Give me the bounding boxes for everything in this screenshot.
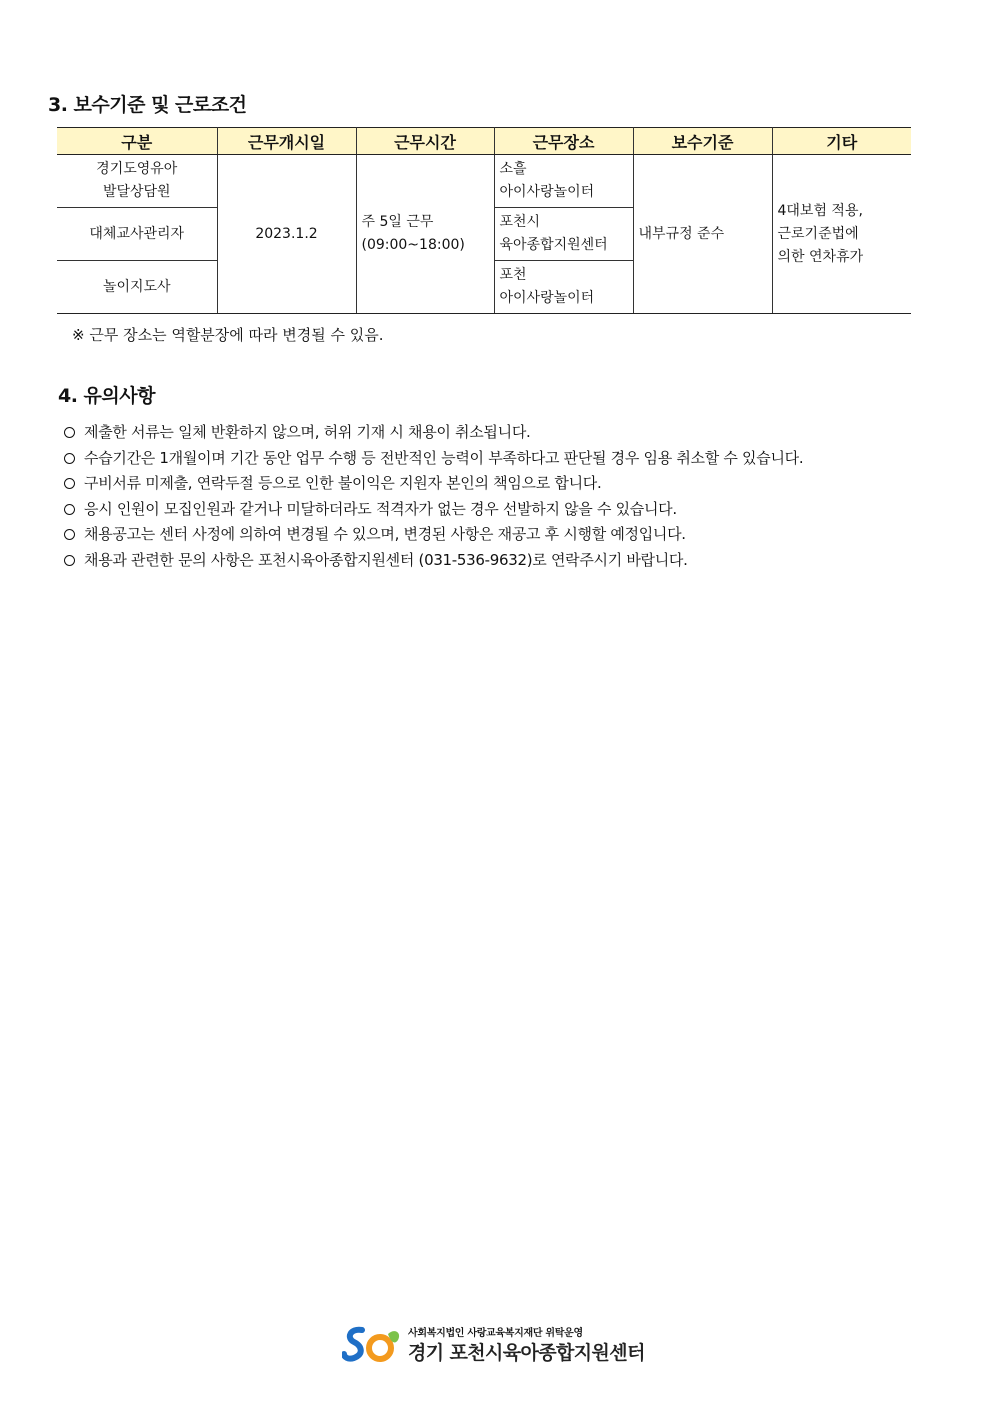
- circle-bullet-icon: [64, 478, 75, 489]
- circle-bullet-icon: [64, 529, 75, 540]
- list-item: [64, 420, 803, 446]
- etc-cell: [772, 155, 911, 314]
- footer-subtitle: 사회복지법인 사랑교육복지재단 위탁운영: [408, 1328, 583, 1339]
- position-name-cell: 대체교사관리자: [57, 208, 217, 261]
- position-name-cell: 놀이지도사: [57, 261, 217, 314]
- circle-bullet-icon: [64, 453, 75, 464]
- header-category: 구분: [57, 128, 217, 155]
- notice-list: [64, 420, 803, 573]
- table-row: [57, 155, 911, 208]
- pay-standard-cell: 내부규정 준수: [633, 155, 772, 314]
- work-place-line: 아이사랑놀이터: [499, 290, 595, 306]
- header-work-place: 근무장소: [494, 128, 633, 155]
- etc-line: 4대보험 적용,: [777, 202, 863, 219]
- notice-text: 채용과 관련한 문의 사항은 포천시육아종합지원센터 (031-536-9632)로 연락주시기 바랍니다.: [84, 550, 688, 569]
- circle-bullet-icon: [64, 427, 75, 438]
- work-conditions-table: [57, 127, 911, 314]
- etc-line: 의한 연차휴가: [777, 248, 864, 265]
- work-place-note: ※ 근무 장소는 역할분장에 따라 변경될 수 있음.: [72, 326, 384, 344]
- work-place-cell: [494, 261, 633, 314]
- center-logo-icon: [342, 1324, 404, 1364]
- circle-bullet-icon: [64, 504, 75, 515]
- list-item: [64, 446, 803, 472]
- work-place-cell: [494, 155, 633, 208]
- notice-text: 제출한 서류는 일체 반환하지 않으며, 허위 기재 시 채용이 취소됩니다.: [84, 423, 531, 441]
- header-work-hours: 근무시간: [356, 128, 494, 155]
- list-item: [64, 522, 803, 548]
- header-start-date: 근무개시일: [217, 128, 356, 155]
- table-header-row: [57, 128, 911, 155]
- notice-text: 응시 인원이 모집인원과 같거나 미달하더라도 적격자가 없는 경우 선발하지 않을 수 있습니다.: [84, 499, 677, 518]
- work-place-cell: [494, 208, 633, 261]
- header-etc: 기타: [772, 128, 911, 155]
- work-place-line: 아이사랑놀이터: [499, 184, 595, 200]
- work-place-line: 포천시: [499, 214, 541, 230]
- work-hours-line: 주 5일 근무: [361, 214, 434, 230]
- work-place-line: 육아종합지원센터: [499, 237, 608, 253]
- position-name-line: 경기도영유아: [96, 161, 178, 177]
- footer-logo-block: [342, 1324, 662, 1366]
- list-item: [64, 497, 803, 523]
- notice-text: 채용공고는 센터 사정에 의하여 변경될 수 있으며, 변경된 사항은 재공고 후 시행할 예정입니다.: [84, 525, 686, 543]
- circle-bullet-icon: [64, 555, 75, 566]
- start-date-cell: 2023.1.2: [217, 155, 356, 314]
- list-item: [64, 548, 803, 574]
- position-name-cell: [57, 155, 217, 208]
- work-place-line: 포천: [499, 267, 527, 283]
- notice-text: 구비서류 미제출, 연락두절 등으로 인한 불이익은 지원자 본인의 책임으로 합니다.: [84, 474, 602, 492]
- work-hours-cell: [356, 155, 494, 314]
- header-pay-standard: 보수기준: [633, 128, 772, 155]
- etc-line: 근로기준법에: [777, 225, 859, 242]
- position-name-line: 발달상담원: [102, 184, 171, 200]
- notice-text: 수습기간은 1개월이며 기간 동안 업무 수행 등 전반적인 능력이 부족하다고 판단될 경우 임용 취소할 수 있습니다.: [84, 448, 804, 467]
- list-item: [64, 471, 803, 497]
- work-hours-line: (09:00~18:00): [361, 237, 465, 253]
- section-4-title: 4. 유의사항: [58, 385, 155, 407]
- section-3-title: 3. 보수기준 및 근로조건: [48, 94, 247, 116]
- footer-center-name: 경기 포천시육아종합지원센터: [408, 1342, 645, 1364]
- work-place-line: 소흘: [499, 161, 527, 177]
